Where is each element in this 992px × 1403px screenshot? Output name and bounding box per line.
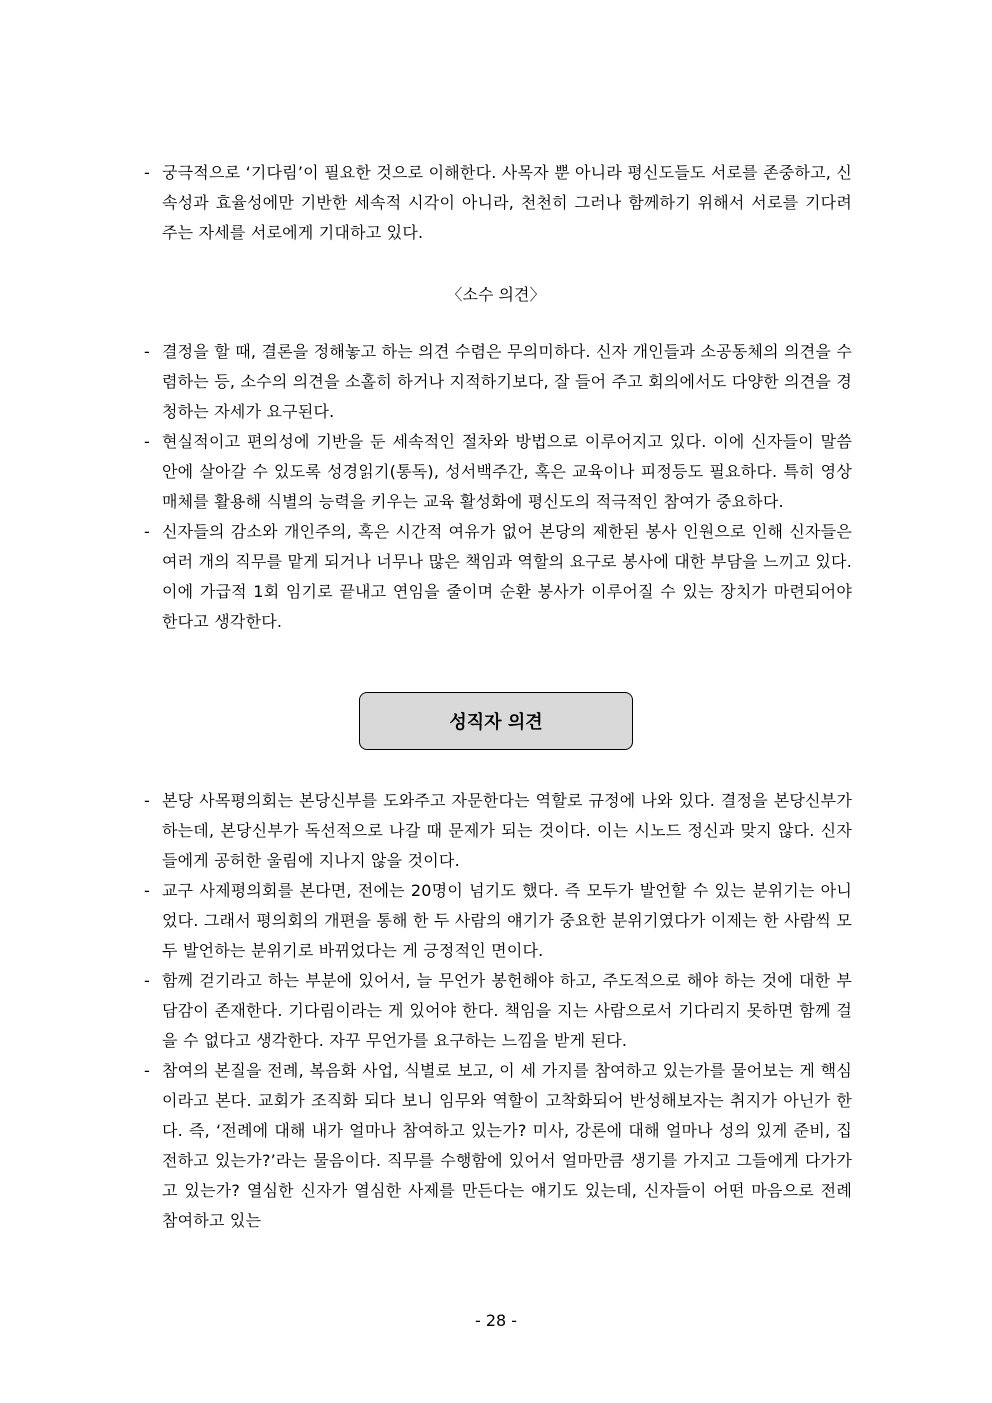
paragraph-text: 현실적이고 편의성에 기반을 둔 세속적인 절차와 방법으로 이루어지고 있다. 이에 신자들이 말씀 안에 살아갈 수 있도록 성경읽기(통독), 성서백주간, 혹은 교육이나 피정등도 필요하다. 특히 영상매체를 활용해 식별의 능력을 키우는 교육 활성화에 평신도의 적극적인 참여가 중요하다.	[162, 432, 852, 511]
list-item	[140, 158, 852, 248]
intro-section	[140, 158, 852, 248]
paragraph-text: 참여의 본질을 전례, 복음화 사업, 식별로 보고, 이 세 가지를 참여하고 있는가를 물어보는 게 핵심이라고 본다. 교회가 조직화 되다 보니 임무와 역할이 고착화되어 반성해보자는 취지가 아닌가 한다. 즉, ‘전례에 대해 내가 얼마나 참여하고 있는가? 미사, 강론에 대해 얼마나 성의 있게 준비, 집전하고 있는가?’라는 물음이다. 직무를 수행함에 있어서 얼마만큼 생기를 가지고 그들에게 다가가고 있는가? 열심한 신자가 열심한 사제를 만든다는 얘기도 있는데, 신자들이 어떤 마음으로 전례 참여하고 있는	[162, 1061, 852, 1230]
bullet-dash: -	[144, 971, 150, 990]
paragraph-text: 교구 사제평의회를 본다면, 전에는 20명이 넘기도 했다. 즉 모두가 발언할 수 있는 분위기는 아니었다. 그래서 평의회의 개편을 통해 한 두 사람의 얘기가 중요한 분위기였다가 이제는 한 사람씩 모두 발언하는 분위기로 바뀌었다는 게 긍정적인 면이다.	[162, 881, 852, 960]
bullet-dash: -	[144, 432, 150, 451]
list-item	[140, 1056, 852, 1236]
bullet-dash: -	[144, 1061, 150, 1080]
paragraph-text: 결정을 할 때, 결론을 정해놓고 하는 의견 수렴은 무의미하다. 신자 개인들과 소공동체의 의견을 수렴하는 등, 소수의 의견을 소홀히 하거나 지적하기보다, 잘 들어 주고 회의에서도 다양한 의견을 경청하는 자세가 요구된다.	[162, 342, 852, 421]
bullet-dash: -	[144, 342, 150, 361]
section-title: 성직자 의견	[449, 712, 543, 733]
paragraph-text: 신자들의 감소와 개인주의, 혹은 시간적 여유가 없어 본당의 제한된 봉사 인원으로 인해 신자들은 여러 개의 직무를 맡게 되거나 너무나 많은 책임과 역할의 요구로 봉사에 대한 부담을 느끼고 있다. 이에 가급적 1회 임기로 끝내고 연임을 줄이며 순환 봉사가 이루어질 수 있는 장치가 마련되어야 한다고 생각한다.	[162, 522, 852, 631]
paragraph-text: 본당 사목평의회는 본당신부를 도와주고 자문한다는 역할로 규정에 나와 있다. 결정을 본당신부가 하는데, 본당신부가 독선적으로 나갈 때 문제가 되는 것이다. 이는 시노드 정신과 맞지 않다. 신자들에게 공허한 울림에 지나지 않을 것이다.	[162, 791, 852, 870]
list-item	[140, 876, 852, 966]
clergy-section	[140, 786, 852, 1236]
list-item	[140, 966, 852, 1056]
list-item	[140, 786, 852, 876]
page-number: - 28 -	[474, 1311, 518, 1330]
bullet-dash: -	[144, 791, 150, 810]
section-title-box	[359, 692, 633, 750]
minority-heading: 〈소수 의견〉	[446, 285, 546, 304]
list-item	[140, 337, 852, 427]
bullet-dash: -	[144, 163, 150, 182]
paragraph-text: 함께 걷기라고 하는 부분에 있어서, 늘 무언가 봉헌해야 하고, 주도적으로 해야 하는 것에 대한 부담감이 존재한다. 기다림이라는 게 있어야 한다. 책임을 지는 사람으로서 기다리지 못하면 함께 걸을 수 없다고 생각한다. 자꾸 무언가를 요구하는 느낌을 받게 된다.	[162, 971, 852, 1050]
list-item	[140, 427, 852, 517]
bullet-dash: -	[144, 881, 150, 900]
bullet-dash: -	[144, 522, 150, 541]
paragraph-text: 궁극적으로 ‘기다림’이 필요한 것으로 이해한다. 사목자 뿐 아니라 평신도들도 서로를 존중하고, 신속성과 효율성에만 기반한 세속적 시각이 아니라, 천천히 그러나 함께하기 위해서 서로를 기다려 주는 자세를 서로에게 기대하고 있다.	[162, 163, 852, 242]
list-item	[140, 517, 852, 637]
minority-section	[140, 337, 852, 637]
